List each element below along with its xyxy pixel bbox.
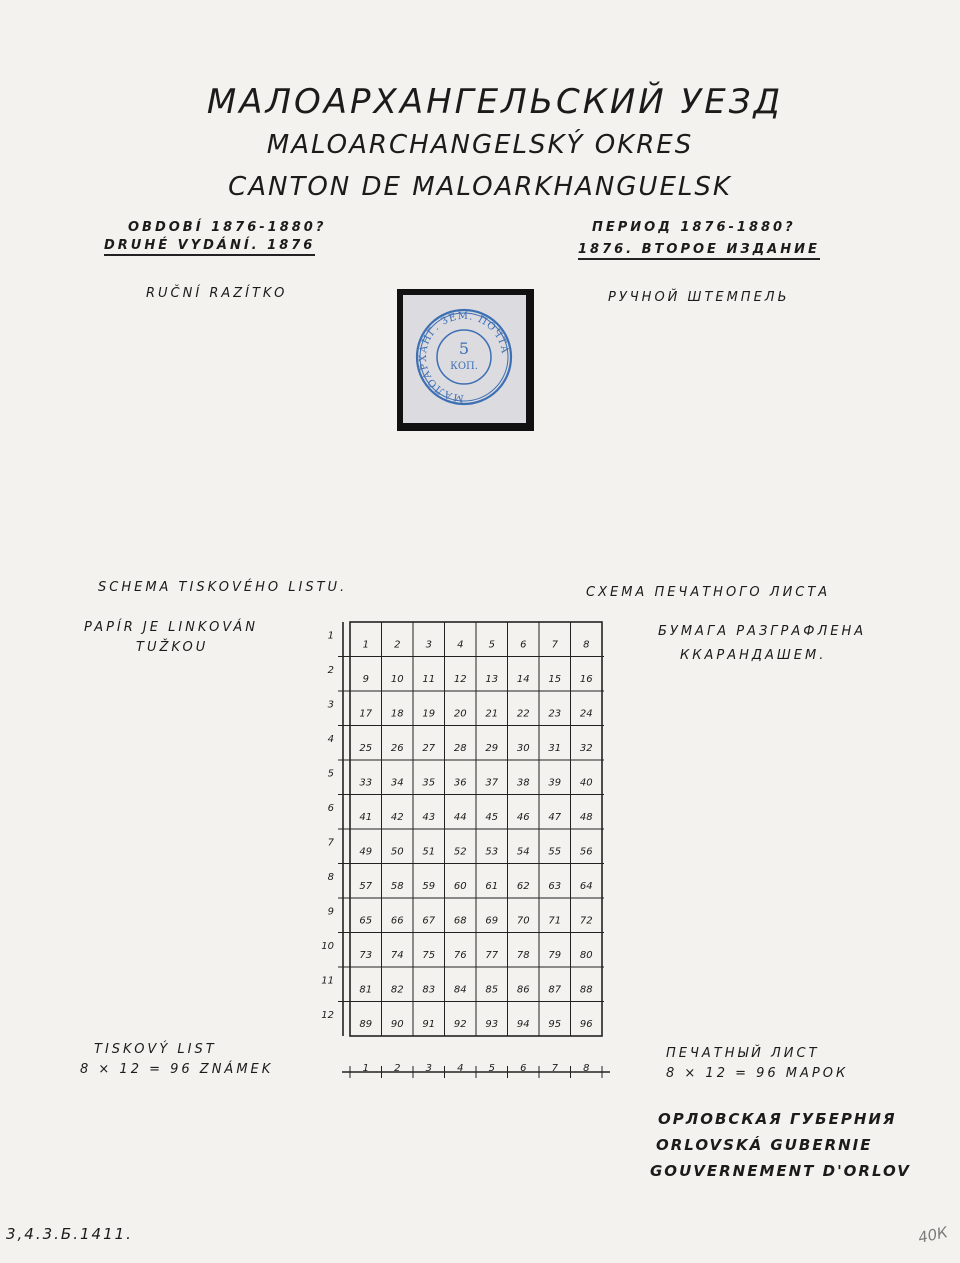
sheet-cell-number: 93 bbox=[485, 1018, 499, 1030]
sheet-cell-number: 29 bbox=[485, 742, 499, 754]
sheet-cell-number: 66 bbox=[390, 915, 404, 927]
sheet-cell-number: 80 bbox=[579, 949, 593, 961]
sheet-cell-number: 11 bbox=[422, 673, 436, 685]
sheet-cell-number: 94 bbox=[516, 1018, 530, 1030]
sheet-cell-number: 27 bbox=[422, 742, 436, 754]
sheet-cell-number: 1 bbox=[362, 639, 369, 651]
edition-cz: DRUHÉ VYDÁNÍ. 1876 bbox=[104, 238, 315, 256]
period-cz: OBDOBÍ 1876-1880? bbox=[128, 220, 327, 235]
sheet-cell-number: 59 bbox=[422, 880, 436, 892]
column-label: 6 bbox=[520, 1063, 527, 1074]
sheet-cell-number: 15 bbox=[548, 673, 562, 685]
stamp-type-ru: РУЧНОЙ ШТЕМПЕЛЬ bbox=[608, 290, 790, 305]
sheet-cell-number: 71 bbox=[548, 915, 562, 927]
sheet-cell-number: 78 bbox=[516, 949, 530, 961]
sheet-cell-number: 70 bbox=[516, 915, 530, 927]
sheet-cell-number: 36 bbox=[453, 777, 467, 789]
sheet-cell-number: 77 bbox=[485, 949, 499, 961]
sheet-cell-number: 9 bbox=[362, 673, 369, 685]
stamp-ring-text: МАЛОАРХАНГ. ЗЕМ. ПОЧТА bbox=[417, 310, 511, 404]
sheet-cell-number: 91 bbox=[422, 1018, 436, 1030]
stamp-mount bbox=[397, 289, 534, 431]
scheme-heading-ru: СХЕМА ПЕЧАТНОГО ЛИСТА bbox=[586, 585, 831, 600]
row-label: 2 bbox=[327, 664, 334, 676]
sheet-cell-number: 89 bbox=[359, 1018, 373, 1030]
sheet-cell-number: 90 bbox=[390, 1018, 404, 1030]
pencil-note-cz-2: TUŽKOU bbox=[136, 640, 209, 655]
column-label: 4 bbox=[457, 1063, 464, 1074]
sheet-cell-number: 63 bbox=[548, 880, 562, 892]
sheet-cell-number: 38 bbox=[516, 777, 530, 789]
sheet-cell-number: 41 bbox=[359, 811, 373, 823]
sheet-cell-number: 53 bbox=[485, 846, 499, 858]
sheet-cell-number: 86 bbox=[516, 984, 530, 996]
sheet-cell-number: 10 bbox=[390, 673, 404, 685]
sheet-cell-number: 72 bbox=[579, 915, 593, 927]
sheet-cell-number: 14 bbox=[516, 673, 530, 685]
sheet-cell-number: 95 bbox=[548, 1018, 562, 1030]
sheet-cell-number: 26 bbox=[390, 742, 404, 754]
sheet-cell-number: 76 bbox=[453, 949, 467, 961]
row-label: 12 bbox=[321, 1009, 334, 1021]
sheet-cell-number: 64 bbox=[579, 880, 593, 892]
sheet-cell-number: 31 bbox=[548, 742, 562, 754]
sheet-cell-number: 47 bbox=[548, 811, 562, 823]
title-russian: МАЛОАРХАНГЕЛЬСКИЙ УЕЗД bbox=[206, 82, 784, 122]
pencil-note-cz-1: PAPÍR JE LINKOVÁN bbox=[84, 620, 258, 635]
row-label: 4 bbox=[327, 733, 334, 745]
row-label: 8 bbox=[327, 871, 334, 883]
stamp-type-cz: RUČNÍ RAZÍTKO bbox=[146, 286, 288, 301]
sheet-label-cz: TISKOVÝ LIST bbox=[94, 1042, 217, 1057]
sheet-cell-number: 46 bbox=[516, 811, 530, 823]
governorate-fr: GOUVERNEMENT D'ORLOV bbox=[650, 1162, 911, 1180]
sheet-cell-number: 25 bbox=[359, 742, 373, 754]
row-label: 10 bbox=[321, 940, 334, 952]
row-label: 9 bbox=[327, 906, 334, 918]
sheet-cell-number: 54 bbox=[516, 846, 530, 858]
sheet-cell-number: 8 bbox=[583, 639, 590, 651]
row-label: 7 bbox=[327, 837, 334, 849]
row-label: 1 bbox=[327, 630, 334, 642]
sheet-cell-number: 44 bbox=[453, 811, 467, 823]
sheet-cell-number: 4 bbox=[457, 639, 464, 651]
sheet-cell-number: 37 bbox=[485, 777, 499, 789]
sheet-cell-number: 68 bbox=[453, 915, 467, 927]
governorate-cz: ORLOVSKÁ GUBERNIE bbox=[656, 1136, 873, 1154]
row-label: 11 bbox=[321, 975, 334, 987]
sheet-cell-number: 52 bbox=[453, 846, 467, 858]
catalog-reference: 3,4.3.Б.1411. bbox=[6, 1225, 133, 1243]
title-czech: MALOARCHANGELSKÝ OKRES bbox=[266, 130, 694, 160]
sheet-cell-number: 55 bbox=[548, 846, 562, 858]
sheet-cell-number: 6 bbox=[520, 639, 527, 651]
sheet-cell-number: 23 bbox=[548, 708, 562, 720]
sheet-cell-number: 34 bbox=[390, 777, 404, 789]
row-label: 6 bbox=[327, 802, 334, 814]
sheet-cell-number: 73 bbox=[359, 949, 373, 961]
sheet-cell-number: 65 bbox=[359, 915, 373, 927]
sheet-cell-number: 32 bbox=[579, 742, 593, 754]
sheet-cell-number: 7 bbox=[551, 639, 558, 651]
sheet-cell-number: 42 bbox=[390, 811, 404, 823]
sheet-cell-number: 28 bbox=[453, 742, 467, 754]
sheet-cell-number: 21 bbox=[485, 708, 499, 720]
sheet-cell-number: 74 bbox=[390, 949, 404, 961]
pencil-price: 40К bbox=[916, 1223, 950, 1247]
sheet-cell-number: 5 bbox=[488, 639, 495, 651]
sheet-cell-number: 20 bbox=[453, 708, 467, 720]
column-label: 3 bbox=[425, 1063, 432, 1074]
column-label: 8 bbox=[583, 1063, 590, 1074]
sheet-cell-number: 24 bbox=[579, 708, 593, 720]
sheet-cell-number: 96 bbox=[579, 1018, 593, 1030]
sheet-cell-number: 3 bbox=[425, 639, 432, 651]
sheet-cell-number: 33 bbox=[359, 777, 373, 789]
sheet-cell-number: 35 bbox=[422, 777, 436, 789]
sheet-cell-number: 48 bbox=[579, 811, 593, 823]
sheet-cell-number: 69 bbox=[485, 915, 499, 927]
sheet-cell-number: 19 bbox=[422, 708, 436, 720]
sheet-cell-number: 22 bbox=[516, 708, 530, 720]
sheet-cell-number: 88 bbox=[579, 984, 593, 996]
sheet-cell-number: 57 bbox=[359, 880, 373, 892]
sheet-cell-number: 67 bbox=[422, 915, 436, 927]
sheet-cell-number: 83 bbox=[422, 984, 436, 996]
sheet-cell-number: 16 bbox=[579, 673, 593, 685]
row-label: 3 bbox=[327, 699, 334, 711]
column-label: 2 bbox=[394, 1063, 401, 1074]
sheet-cell-number: 79 bbox=[548, 949, 562, 961]
sheet-cell-number: 56 bbox=[579, 846, 593, 858]
sheet-cell-number: 49 bbox=[359, 846, 373, 858]
sheet-cell-number: 40 bbox=[579, 777, 593, 789]
sheet-cell-number: 39 bbox=[548, 777, 562, 789]
sheet-cell-number: 50 bbox=[390, 846, 404, 858]
column-label: 1 bbox=[362, 1063, 369, 1074]
sheet-cell-number: 13 bbox=[485, 673, 499, 685]
sheet-cell-number: 30 bbox=[516, 742, 530, 754]
sheet-cell-number: 18 bbox=[390, 708, 404, 720]
sheet-cell-number: 87 bbox=[548, 984, 562, 996]
printing-sheet-diagram bbox=[300, 608, 620, 1074]
sheet-cell-number: 43 bbox=[422, 811, 436, 823]
sheet-cell-number: 51 bbox=[422, 846, 436, 858]
sheet-cell-number: 45 bbox=[485, 811, 499, 823]
sheet-cell-number: 12 bbox=[453, 673, 467, 685]
stamp-value: 5 bbox=[458, 339, 470, 358]
sheet-cell-number: 82 bbox=[390, 984, 404, 996]
sheet-cell-number: 85 bbox=[485, 984, 499, 996]
row-label: 5 bbox=[327, 768, 334, 780]
column-label: 5 bbox=[488, 1063, 495, 1074]
sheet-cell-number: 75 bbox=[422, 949, 436, 961]
pencil-note-ru-1: БУМАГА РАЗГРАФЛЕНА bbox=[658, 624, 867, 639]
stamp-impression bbox=[403, 295, 526, 423]
scheme-heading-cz: SCHEMA TISKOVÉHO LISTU. bbox=[98, 580, 348, 595]
sheet-cell-number: 2 bbox=[394, 639, 401, 651]
sheet-cell-number: 17 bbox=[359, 708, 373, 720]
sheet-cell-number: 60 bbox=[453, 880, 467, 892]
period-ru: ПЕРИОД 1876-1880? bbox=[592, 220, 796, 235]
column-label: 7 bbox=[551, 1063, 558, 1074]
sheet-count-cz: 8 × 12 = 96 ZNÁMEK bbox=[80, 1062, 274, 1077]
edition-ru: 1876. ВТОРОЕ ИЗДАНИЕ bbox=[578, 242, 820, 260]
pencil-note-ru-2: ККАРАНДАШЕМ. bbox=[680, 648, 827, 663]
sheet-cell-number: 62 bbox=[516, 880, 530, 892]
title-french: CANTON DE MALOARKHANGUELSK bbox=[228, 172, 732, 202]
postage-stamp bbox=[403, 295, 526, 423]
sheet-cell-number: 61 bbox=[485, 880, 499, 892]
sheet-label-ru: ПЕЧАТНЫЙ ЛИСТ bbox=[666, 1046, 820, 1061]
sheet-cell-number: 92 bbox=[453, 1018, 467, 1030]
governorate-ru: ОРЛОВСКАЯ ГУБЕРНИЯ bbox=[658, 1110, 897, 1128]
sheet-count-ru: 8 × 12 = 96 МАРОК bbox=[666, 1066, 849, 1081]
stamp-unit: КОП. bbox=[450, 361, 478, 372]
sheet-cell-number: 58 bbox=[390, 880, 404, 892]
sheet-cell-number: 84 bbox=[453, 984, 467, 996]
sheet-cell-number: 81 bbox=[359, 984, 373, 996]
